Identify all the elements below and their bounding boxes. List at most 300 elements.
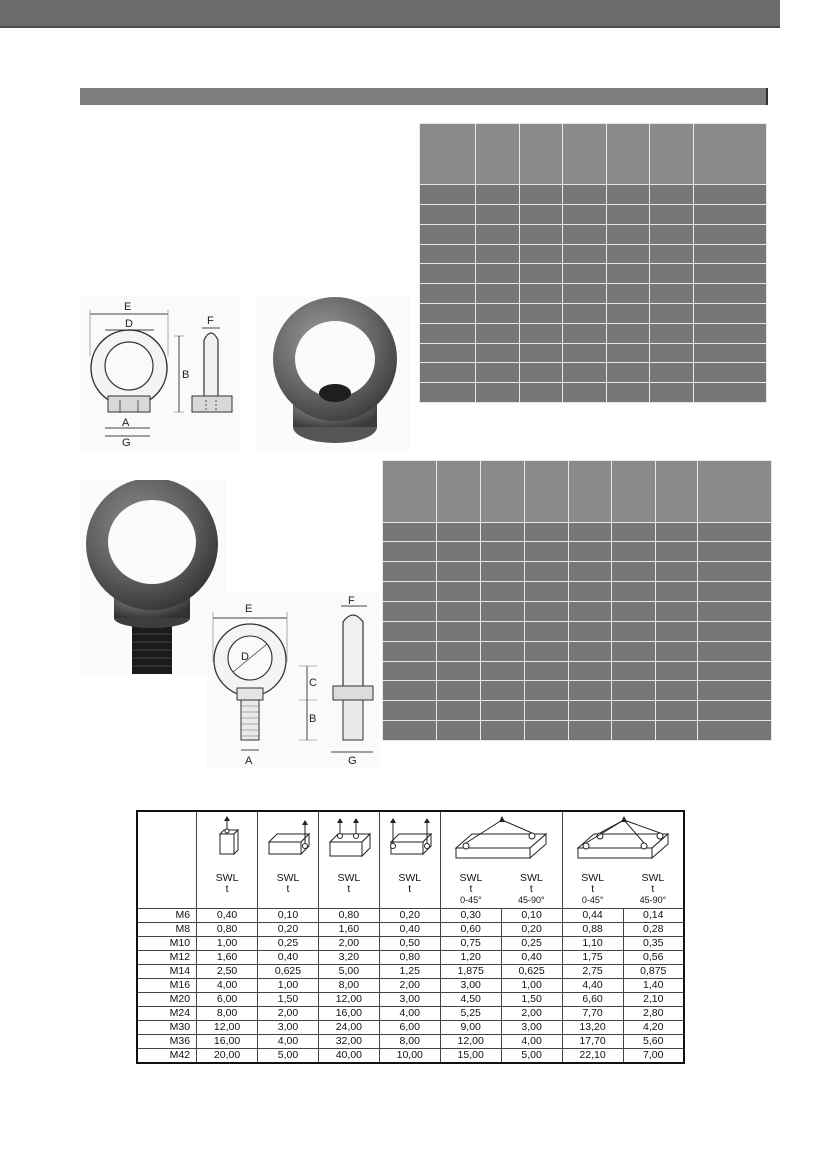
spec-cell (476, 185, 520, 205)
spec-cell (420, 185, 476, 205)
spec-header-row (420, 124, 767, 185)
spec-cell (698, 661, 772, 681)
table-row (137, 951, 684, 965)
spec-cell (569, 721, 612, 741)
spec-cell (612, 582, 656, 602)
swl-value-cell: 22,10 (562, 1049, 623, 1064)
spec-cell (606, 284, 650, 304)
thread-size-cell: M24 (137, 1007, 197, 1021)
spec-cell (606, 304, 650, 324)
spec-cell (698, 681, 772, 701)
swl-value-cell: 17,70 (562, 1035, 623, 1049)
spec-header-cell (656, 461, 698, 523)
thread-size-cell: M36 (137, 1035, 197, 1049)
spec-cell (698, 522, 772, 542)
spec-cell (383, 681, 437, 701)
swl-value-cell: 13,20 (562, 1021, 623, 1035)
swl-value-cell: 4,20 (623, 1021, 684, 1035)
swl-value-cell: 0,20 (501, 923, 562, 937)
spec-cell (383, 621, 437, 641)
swl-value-cell: 2,00 (501, 1007, 562, 1021)
swl-value-cell: 6,00 (197, 993, 258, 1007)
swl-value-cell: 0,875 (623, 965, 684, 979)
spec-cell (693, 383, 766, 403)
spec-header-cell (563, 124, 607, 185)
swl-value-cell: 2,50 (197, 965, 258, 979)
spec-row (420, 244, 767, 264)
swl-value-cell: 1,875 (440, 965, 501, 979)
swl-value-cell: 5,60 (623, 1035, 684, 1049)
swl-value-cell: 0,20 (258, 923, 319, 937)
swl-value-cell: 0,40 (258, 951, 319, 965)
spec-header-cell (650, 124, 694, 185)
swl-value-cell: 40,00 (318, 1049, 379, 1064)
spec-cell (436, 701, 480, 721)
spec-cell (383, 661, 437, 681)
swl-col-7-unit: t (591, 883, 595, 895)
spec-cell (606, 363, 650, 383)
spec-cell (612, 661, 656, 681)
spec-cell (476, 304, 520, 324)
eye-bolt-spec-table (382, 460, 772, 741)
swl-value-cell: 3,00 (258, 1021, 319, 1035)
table-row (137, 1049, 684, 1064)
swl-value-cell: 4,00 (501, 1035, 562, 1049)
swl-col-8-label: SWL (641, 872, 665, 884)
spec-cell (612, 721, 656, 741)
swl-value-cell: 10,00 (379, 1049, 440, 1064)
spec-cell (476, 224, 520, 244)
swl-value-cell: 16,00 (197, 1035, 258, 1049)
swl-value-cell: 4,00 (197, 979, 258, 993)
spec-cell (569, 602, 612, 622)
swl-value-cell: 1,10 (562, 937, 623, 951)
table-row (137, 1021, 684, 1035)
swl-value-cell: 0,35 (623, 937, 684, 951)
swl-value-cell: 3,00 (379, 993, 440, 1007)
spec-cell (656, 562, 698, 582)
single-vertical-lift-icon (198, 812, 256, 868)
spec-cell (436, 721, 480, 741)
spec-row (420, 363, 767, 383)
spec-cell (420, 363, 476, 383)
spec-cell (436, 602, 480, 622)
dim-d-label: D (125, 318, 133, 330)
swl-value-cell: 12,00 (197, 1021, 258, 1035)
swl-value-cell: 4,40 (562, 979, 623, 993)
spec-header-cell (420, 124, 476, 185)
spec-cell (656, 721, 698, 741)
swl-value-cell: 0,625 (258, 965, 319, 979)
swl-value-cell: 2,80 (623, 1007, 684, 1021)
spec-cell (612, 522, 656, 542)
swl-value-cell: 0,60 (440, 923, 501, 937)
dim-d-label: D (241, 651, 249, 663)
spec-row (420, 323, 767, 343)
spec-cell (525, 721, 569, 741)
spec-cell (612, 562, 656, 582)
swl-value-cell: 9,00 (440, 1021, 501, 1035)
swl-value-cell: 2,75 (562, 965, 623, 979)
spec-cell (480, 661, 524, 681)
spec-cell (519, 383, 563, 403)
section-title-bar (80, 88, 768, 105)
spec-cell (383, 721, 437, 741)
spec-cell (436, 621, 480, 641)
spec-row (383, 621, 772, 641)
swl-header-empty (137, 811, 197, 909)
swl-value-cell: 1,25 (379, 965, 440, 979)
swl-header-two-leg-sling (440, 811, 562, 909)
swl-value-cell: 8,00 (318, 979, 379, 993)
two-leg-sling-icon (442, 812, 560, 868)
spec-cell (525, 621, 569, 641)
swl-header-col-4 (379, 811, 440, 909)
swl-value-cell: 2,10 (623, 993, 684, 1007)
spec-cell (698, 721, 772, 741)
top-header-bar (0, 0, 780, 28)
spec-cell (656, 701, 698, 721)
swl-value-cell: 1,50 (501, 993, 562, 1007)
spec-row (383, 701, 772, 721)
thread-size-cell: M14 (137, 965, 197, 979)
swl-value-cell: 8,00 (379, 1035, 440, 1049)
spec-cell (693, 244, 766, 264)
spec-cell (606, 343, 650, 363)
spec-cell (480, 701, 524, 721)
spec-cell (612, 621, 656, 641)
spec-cell (650, 224, 694, 244)
spec-cell (698, 641, 772, 661)
eye-bolt-diagram (207, 592, 380, 768)
spec-cell (525, 602, 569, 622)
spec-row (383, 562, 772, 582)
swl-value-cell: 0,14 (623, 909, 684, 923)
swl-col-7-angle: 0-45° (581, 895, 604, 905)
swl-value-cell: 3,00 (501, 1021, 562, 1035)
spec-cell (519, 264, 563, 284)
spec-cell (656, 602, 698, 622)
spec-row (383, 522, 772, 542)
spec-cell (569, 681, 612, 701)
spec-cell (693, 363, 766, 383)
spec-cell (563, 323, 607, 343)
spec-cell (480, 621, 524, 641)
thread-size-cell: M8 (137, 923, 197, 937)
spec-cell (525, 582, 569, 602)
spec-row (383, 602, 772, 622)
swl-value-cell: 1,00 (197, 937, 258, 951)
swl-value-cell: 0,80 (379, 951, 440, 965)
swl-value-cell: 5,00 (501, 1049, 562, 1064)
table-row (137, 1007, 684, 1021)
spec-cell (519, 205, 563, 225)
spec-cell (563, 304, 607, 324)
table-row (137, 979, 684, 993)
spec-cell (698, 582, 772, 602)
spec-cell (525, 681, 569, 701)
swl-value-cell: 0,44 (562, 909, 623, 923)
dim-b-label: B (182, 369, 190, 381)
spec-cell (519, 343, 563, 363)
dim-f-label: F (207, 315, 214, 327)
swl-value-cell: 6,00 (379, 1021, 440, 1035)
spec-cell (569, 522, 612, 542)
table-row (137, 965, 684, 979)
swl-col-2-unit: t (286, 883, 290, 895)
spec-header-cell (519, 124, 563, 185)
spec-cell (420, 224, 476, 244)
spec-cell (656, 641, 698, 661)
swl-value-cell: 0,75 (440, 937, 501, 951)
spec-cell (480, 681, 524, 701)
spec-cell (563, 343, 607, 363)
swl-col-1-label: SWL (215, 872, 239, 884)
spec-cell (656, 542, 698, 562)
swl-value-cell: 4,50 (440, 993, 501, 1007)
eye-nut-spec-table (419, 123, 767, 403)
spec-cell (650, 244, 694, 264)
spec-header-cell (436, 461, 480, 523)
swl-value-cell: 5,25 (440, 1007, 501, 1021)
spec-cell (656, 621, 698, 641)
spec-cell (383, 602, 437, 622)
spec-cell (436, 641, 480, 661)
table-row (137, 993, 684, 1007)
spec-row (383, 641, 772, 661)
swl-header-row (137, 811, 684, 909)
swl-value-cell: 0,40 (501, 951, 562, 965)
swl-header-col-3 (318, 811, 379, 909)
double-side-lift-icon (381, 812, 439, 868)
thread-size-cell: M30 (137, 1021, 197, 1035)
swl-value-cell: 3,00 (440, 979, 501, 993)
spec-header-row (383, 461, 772, 523)
swl-load-table (136, 810, 685, 1064)
spec-cell (420, 323, 476, 343)
swl-value-cell: 0,80 (197, 923, 258, 937)
spec-cell (656, 582, 698, 602)
swl-value-cell: 1,60 (197, 951, 258, 965)
dim-g-label: G (122, 437, 131, 449)
spec-row (420, 264, 767, 284)
spec-row (383, 542, 772, 562)
spec-cell (476, 244, 520, 264)
spec-row (383, 582, 772, 602)
swl-value-cell: 20,00 (197, 1049, 258, 1064)
swl-value-cell: 3,20 (318, 951, 379, 965)
swl-col-3-unit: t (347, 883, 351, 895)
spec-cell (383, 701, 437, 721)
spec-cell (569, 562, 612, 582)
spec-cell (650, 205, 694, 225)
spec-row (420, 284, 767, 304)
spec-cell (606, 323, 650, 343)
spec-row (383, 661, 772, 681)
spec-header-cell (569, 461, 612, 523)
spec-cell (693, 343, 766, 363)
spec-cell (420, 343, 476, 363)
spec-cell (612, 681, 656, 701)
spec-header-cell (525, 461, 569, 523)
swl-header-four-leg-sling (562, 811, 684, 909)
thread-size-cell: M6 (137, 909, 197, 923)
swl-value-cell: 7,70 (562, 1007, 623, 1021)
spec-cell (612, 602, 656, 622)
swl-value-cell: 0,10 (258, 909, 319, 923)
spec-cell (383, 542, 437, 562)
spec-cell (693, 264, 766, 284)
dim-e-label: E (245, 603, 253, 615)
spec-cell (569, 701, 612, 721)
double-vertical-lift-icon (320, 812, 378, 868)
spec-cell (612, 641, 656, 661)
spec-row (383, 681, 772, 701)
spec-cell (525, 562, 569, 582)
swl-value-cell: 5,00 (318, 965, 379, 979)
spec-cell (436, 661, 480, 681)
dim-a-label: A (122, 417, 130, 429)
dim-g-label: G (348, 755, 357, 767)
swl-value-cell: 0,25 (258, 937, 319, 951)
spec-cell (698, 542, 772, 562)
spec-cell (383, 641, 437, 661)
spec-cell (519, 363, 563, 383)
spec-cell (563, 284, 607, 304)
spec-cell (606, 224, 650, 244)
spec-cell (476, 284, 520, 304)
spec-cell (519, 185, 563, 205)
spec-header-cell (606, 124, 650, 185)
spec-cell (436, 522, 480, 542)
table-row (137, 1035, 684, 1049)
swl-value-cell: 0,40 (197, 909, 258, 923)
eye-nut-photo (255, 297, 410, 450)
swl-value-cell: 1,60 (318, 923, 379, 937)
swl-value-cell: 1,00 (258, 979, 319, 993)
spec-cell (656, 522, 698, 542)
spec-cell (693, 224, 766, 244)
spec-cell (650, 304, 694, 324)
spec-cell (569, 582, 612, 602)
table-row (137, 923, 684, 937)
spec-cell (563, 185, 607, 205)
spec-row (420, 343, 767, 363)
swl-header-col-2 (258, 811, 319, 909)
spec-cell (693, 304, 766, 324)
swl-value-cell: 0,625 (501, 965, 562, 979)
spec-cell (650, 383, 694, 403)
spec-cell (612, 542, 656, 562)
spec-cell (525, 522, 569, 542)
spec-row (420, 304, 767, 324)
swl-value-cell: 2,00 (318, 937, 379, 951)
spec-cell (383, 522, 437, 542)
spec-cell (519, 284, 563, 304)
spec-cell (698, 602, 772, 622)
spec-row (383, 721, 772, 741)
spec-cell (563, 224, 607, 244)
swl-col-8-angle: 45-90° (639, 895, 667, 905)
spec-cell (569, 542, 612, 562)
spec-cell (693, 323, 766, 343)
swl-value-cell: 0,50 (379, 937, 440, 951)
eye-nut-diagram (80, 296, 240, 452)
swl-value-cell: 4,00 (258, 1035, 319, 1049)
swl-header-col-1 (197, 811, 258, 909)
spec-cell (476, 323, 520, 343)
spec-cell (420, 284, 476, 304)
spec-cell (693, 205, 766, 225)
spec-cell (476, 264, 520, 284)
swl-col-4-unit: t (408, 883, 412, 895)
spec-cell (436, 542, 480, 562)
four-leg-sling-icon (564, 812, 682, 868)
spec-cell (525, 542, 569, 562)
spec-cell (480, 602, 524, 622)
swl-value-cell: 7,00 (623, 1049, 684, 1064)
spec-cell (480, 542, 524, 562)
swl-value-cell: 6,60 (562, 993, 623, 1007)
spec-cell (606, 244, 650, 264)
swl-value-cell: 0,80 (318, 909, 379, 923)
spec-cell (436, 582, 480, 602)
spec-row (420, 224, 767, 244)
swl-col-6-unit: t (529, 883, 533, 895)
swl-col-8-unit: t (651, 883, 655, 895)
spec-header-cell (383, 461, 437, 523)
spec-header-cell (612, 461, 656, 523)
swl-value-cell: 5,00 (258, 1049, 319, 1064)
swl-value-cell: 0,88 (562, 923, 623, 937)
spec-cell (476, 363, 520, 383)
swl-col-7-label: SWL (581, 872, 605, 884)
spec-cell (480, 522, 524, 542)
thread-size-cell: M10 (137, 937, 197, 951)
swl-value-cell: 15,00 (440, 1049, 501, 1064)
swl-value-cell: 12,00 (318, 993, 379, 1007)
spec-cell (563, 264, 607, 284)
swl-value-cell: 1,00 (501, 979, 562, 993)
dim-a-label: A (245, 755, 253, 767)
spec-cell (436, 681, 480, 701)
spec-cell (698, 701, 772, 721)
spec-cell (525, 661, 569, 681)
spec-cell (569, 621, 612, 641)
spec-header-cell (480, 461, 524, 523)
spec-cell (606, 205, 650, 225)
spec-cell (693, 185, 766, 205)
swl-value-cell: 32,00 (318, 1035, 379, 1049)
swl-value-cell: 0,40 (379, 923, 440, 937)
spec-cell (606, 185, 650, 205)
swl-col-4-label: SWL (398, 872, 422, 884)
swl-col-5-label: SWL (459, 872, 483, 884)
spec-cell (563, 383, 607, 403)
swl-value-cell: 4,00 (379, 1007, 440, 1021)
spec-cell (420, 205, 476, 225)
swl-value-cell: 1,75 (562, 951, 623, 965)
spec-cell (650, 284, 694, 304)
thread-size-cell: M42 (137, 1049, 197, 1064)
spec-cell (698, 562, 772, 582)
spec-cell (525, 641, 569, 661)
spec-cell (480, 641, 524, 661)
swl-value-cell: 16,00 (318, 1007, 379, 1021)
spec-cell (476, 205, 520, 225)
spec-cell (480, 582, 524, 602)
swl-value-cell: 1,20 (440, 951, 501, 965)
